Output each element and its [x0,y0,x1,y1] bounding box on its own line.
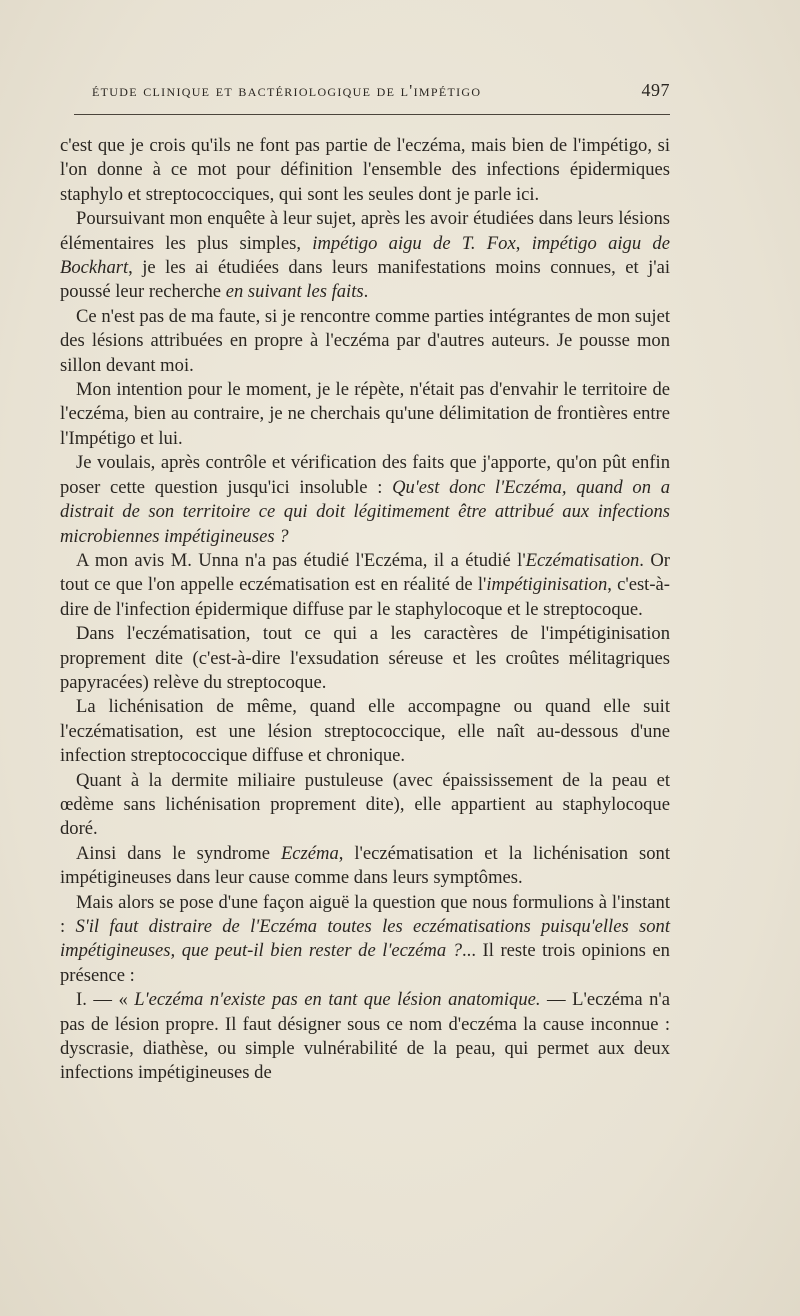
italic-text: Eczématisation [525,549,640,571]
italic-text: impétigo aigu de T. Fox [312,232,516,254]
paragraph [60,549,670,622]
paragraph [60,451,670,549]
text-run: , je les ai étudiées dans leurs manifestations moins connues, et j'ai poussé leur recherche [60,257,670,303]
header-rule [74,114,670,115]
paragraph [60,305,670,378]
paragraph [60,134,670,207]
italic-text: impétiginisation [486,574,608,596]
running-header [92,80,670,101]
text-run: Je voulais, après contrôle et vérification des faits que j'apporte, qu'on pût enfin poser cette question jusqu'ici insoluble : [60,452,670,498]
italic-text: S'il faut distraire de l'Eczéma toutes les eczématisations puisqu'elles sont impétigineuses, que peut-il bien rester de l'eczéma ? [60,916,670,962]
text-run: La lichénisation de même, quand elle accompagne ou quand elle suit l'eczématisation, est une lésion streptococcique, elle naît au-dessous d'une infection streptococcique diffuse et chronique. [60,696,670,767]
italic-text: L'eczéma n'existe pas en tant que lésion anatomique. [134,989,541,1011]
paragraph [60,891,670,989]
italic-text: Eczéma [280,842,339,864]
paragraph [60,988,670,1086]
text-run: Mais alors se pose d'une façon aiguë la question que nous formulions à l'instant : [60,891,670,937]
paragraph [60,622,670,695]
text-run: Ainsi dans le syndrome [76,842,281,864]
italic-text: en suivant les faits [225,281,364,303]
text-run: Dans l'eczématisation, tout ce qui a les caractères de l'impétiginisation proprement dite (c'est-à-dire l'exsudation séreuse et les croûtes mélitagriques papyracées) relève du streptocoque. [60,623,670,693]
text-run: Ce n'est pas de ma faute, si je rencontre comme parties intégrantes de mon sujet des lésions attribuées en propre à l'eczéma par d'autres auteurs. Je pousse mon sillon devant moi. [60,305,670,376]
text-run: Quant à la dermite miliaire pustuleuse (avec épaississement de la peau et œdème sans lichénisation proprement dite), elle appartient au staphylocoque doré. [60,769,670,840]
text-run: ... Il reste trois opinions en présence : [60,940,670,986]
running-title: étude clinique et bactériologique de l'impétigo [92,81,482,100]
text-run: I. — « [76,989,135,1011]
paragraph [60,842,670,891]
text-run: , [515,232,532,254]
text-run: Poursuivant mon enquête à leur sujet, après les avoir étudiées dans leurs lésions élémentaires les plus simples, [60,208,670,254]
body-text [60,134,670,1086]
text-run: A mon avis M. Unna n'a pas étudié l'Eczéma, il a étudié l' [76,549,526,571]
paragraph [60,769,670,842]
text-run: Mon intention pour le moment, je le répète, n'était pas d'envahir le territoire de l'eczéma, bien au contraire, je ne cherchais qu'une délimitation de frontières entre l'Impétigo et lui. [60,379,670,449]
paragraph [60,695,670,768]
text-run: — L'eczéma n'a pas de lésion propre. Il faut désigner sous ce nom d'eczéma la cause inconnue : dyscrasie, diathèse, ou simple vulnérabilité de la peau, qui permet aux deux infections impétigineuses de [60,989,671,1084]
paragraph [60,207,670,305]
paragraph [60,378,670,451]
text-run: , c'est-à-dire de l'infection épidermique diffuse par le staphylocoque et le streptocoque. [60,574,670,620]
text-run: , l'eczématisation et la lichénisation sont impétigineuses dans leur cause comme dans leurs symptômes. [60,842,671,889]
italic-text: Qu'est donc l'Eczéma, quand on a distrait de son territoire ce qui doit légitimement être attribué aux infections microbiennes impétigineuses ? [60,476,670,547]
italic-text: impétigo aigu de Bockhart [60,232,670,279]
text-run: . Or tout ce que l'on appelle eczématisation est en réalité de l' [60,549,670,596]
text-run: c'est que je crois qu'ils ne font pas partie de l'eczéma, mais bien de l'impétigo, si l'on donne à ce mot pour définition l'ensemble des infections épidermiques staphylo et streptococciques, qui sont les seules dont je parle ici. [60,135,670,205]
page-number: 497 [641,80,670,100]
text-run: . [363,281,369,303]
